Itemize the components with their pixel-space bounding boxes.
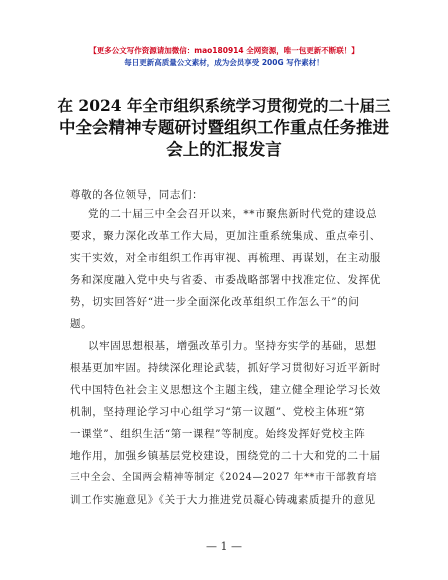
document-title [56, 95, 392, 161]
paragraph-line: 地作用，加强乡镇基层党校建设，围绕党的二十大和党的二十届 [70, 450, 381, 462]
paragraph-line: 务和深度融入党中央与省委、市委战略部署中找准定位、发挥优 [70, 274, 381, 286]
paragraph-line: 训工作实施意见》《关于大力推进党员凝心铸魂素质提升的意见 [70, 494, 376, 506]
salutation: 尊敬的各位领导，同志们： [70, 189, 204, 201]
title-line: 中全会精神专题研讨暨组织工作重点任务推进 [59, 118, 389, 137]
paragraph-line: 一课堂”、组织生活“第一课程”等制度。始终发挥好党校主阵 [70, 428, 366, 440]
title-line: 在 2024 年全市组织系统学习贯彻党的二十届三 [57, 96, 391, 115]
paragraph-line: 代中国特色社会主义思想这个主题主线，建立健全理论学习长效 [70, 384, 381, 396]
promo-banner-line-1: 【更多公文写作资源请加微信：mao180914 全网资源，唯一包更新不断联！】 [89, 46, 359, 55]
promo-banner-line-2: 每日更新高质量公文素材，成为会员享受 200G 写作素材！ [124, 58, 324, 67]
paragraph-line: 题。 [70, 318, 93, 330]
paragraph-line: 实干实效，对全市组织工作再审视、再梳理、再谋划，在主动服 [70, 252, 381, 264]
title-line: 会上的汇报发言 [166, 140, 282, 159]
paragraph-line: 势，切实回答好“进一步全面深化改革组织工作怎么干”的问 [70, 296, 360, 308]
paragraph-line: 党的二十届三中全会召开以来，**市聚焦新时代党的建设总 [88, 208, 378, 220]
paragraph-line: 根基更加牢固。持续深化理论武装，抓好学习贯彻好习近平新时 [70, 362, 381, 374]
page-number: — 1 — [206, 540, 242, 553]
paragraph-line: 以牢固思想根基，增强改革引力。坚持夯实学的基础，思想 [88, 340, 377, 352]
paragraph-line: 要求，聚力深化改革工作大局，更加注重系统集成、重点牵引、 [70, 230, 381, 242]
paragraph-line: 机制，坚持理论学习中心组学习“第一议题”、党校主体班“第 [70, 406, 366, 418]
paragraph-line: 三中全会、全国两会精神等制定《2024—2027 年**市干部教育培 [70, 472, 378, 483]
